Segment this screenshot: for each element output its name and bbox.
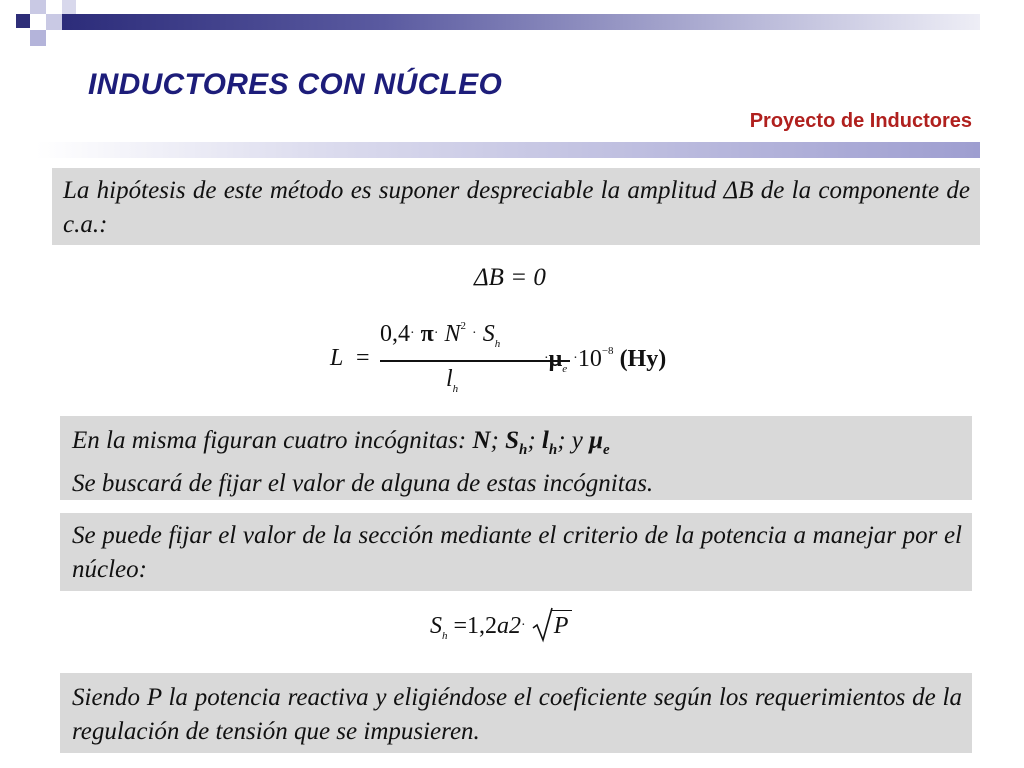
eq-ten: 10 — [577, 346, 602, 372]
eq-l-sub: h — [452, 383, 459, 395]
sep: ; — [490, 427, 506, 454]
section-equation: $S_h =1,2a2\cdot$ P — [430, 610, 620, 660]
unknowns-line-2: Se buscará de fijar el valor de alguna de estas incógnitas. — [72, 470, 654, 497]
eq-coeff: 1,2 — [467, 613, 498, 639]
var-s-letter: S — [505, 427, 519, 454]
eq-equals: = — [356, 345, 370, 371]
decor-square — [62, 0, 76, 14]
divider-gradient-bar — [36, 142, 980, 158]
var-n: N — [472, 427, 491, 454]
unknowns-box — [60, 416, 972, 500]
sqrt — [532, 610, 573, 640]
eq-l: l — [446, 366, 453, 392]
slide-subtitle: Proyecto de Inductores — [749, 110, 972, 132]
eq-pi: π — [420, 321, 434, 347]
eq-s-sub: h — [442, 630, 448, 642]
eq-unit: (Hy) — [619, 346, 667, 372]
eq-n: N — [444, 321, 461, 347]
var-l-sub: h — [548, 442, 558, 458]
eq-a: a2 — [497, 613, 522, 639]
var-mu-sub: e — [603, 442, 610, 458]
eq-s-sub: h — [494, 338, 501, 350]
var-l-letter: l — [541, 427, 549, 454]
eq-mu: μ — [548, 346, 563, 372]
eq-ten-exp: −8 — [601, 345, 614, 357]
decor-square — [46, 14, 62, 30]
inductance-equation — [328, 316, 708, 406]
eq-denominator — [446, 366, 458, 395]
hypothesis-text: La hipótesis de este método es suponer despreciable la amplitud ΔB de la componente de c.a.: — [63, 177, 970, 238]
hypothesis-box — [52, 168, 980, 245]
slide-title: INDUCTORES CON NÚCLEO — [88, 68, 503, 101]
sep: ; — [527, 427, 542, 454]
eq-tail: $\cdot\mu_e \cdot 10^{-8}$ (Hy) — [544, 345, 667, 375]
power-note-box — [60, 673, 972, 753]
unknowns-prefix: En la misma figuran cuatro incógnitas: — [72, 427, 473, 454]
radical-sign-icon — [532, 606, 554, 644]
unknowns-line-1 — [72, 424, 962, 467]
decor-square — [16, 14, 30, 28]
eq-mu-sub: e — [562, 363, 568, 375]
var-s-sub: h — [519, 442, 528, 458]
eq-s: S — [430, 613, 442, 639]
eq-equals: = — [453, 613, 468, 639]
delta-b-equation: ΔB = 0 — [474, 264, 546, 291]
eq-n-exp: 2 — [460, 320, 467, 332]
eq-radicand: P — [552, 610, 573, 640]
header-gradient-bar — [62, 14, 980, 30]
var-mu — [589, 427, 610, 458]
fraction-bar — [380, 360, 570, 362]
section-criterion-box — [60, 513, 972, 591]
eq-s: S — [482, 321, 495, 347]
decor-square — [30, 0, 46, 14]
var-l — [541, 427, 558, 458]
eq-lhs: L — [330, 345, 344, 371]
var-mu-letter: μ — [589, 427, 604, 454]
eq-coeff: 0,4 — [380, 321, 410, 347]
eq-numerator: $0,4\cdot \pi\cdot N^2 \cdot S_h$ — [380, 320, 501, 350]
sep: ; y — [557, 427, 590, 454]
decor-square — [30, 30, 46, 46]
power-note-text: Siendo P la potencia reactiva y eligiéndose el coeficiente según los requerimientos de la regulación de tensión que se impusieren. — [72, 684, 962, 745]
var-s — [505, 427, 528, 458]
section-criterion-text: Se puede fijar el valor de la sección mediante el criterio de la potencia a manejar por el núcleo: — [72, 522, 962, 583]
